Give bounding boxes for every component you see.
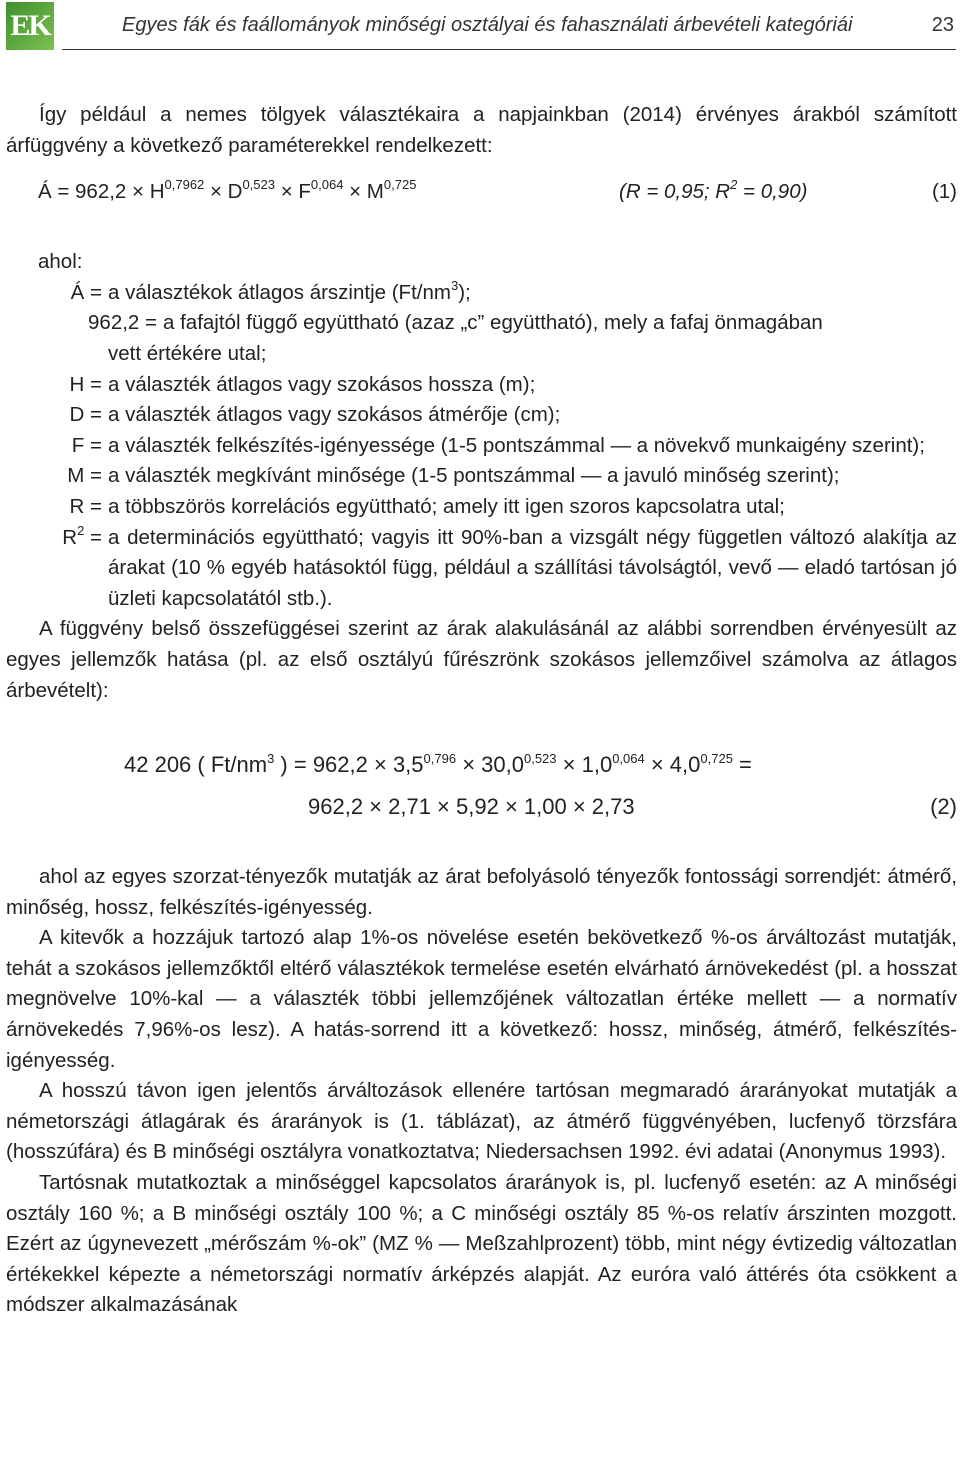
definition-item: 962,2 = a fafajtól függő együttható (azaz „c” együttható), mely a fafaj önmagában: [88, 311, 823, 335]
formula-2-line-2: 962,2 × 2,71 × 5,92 × 1,00 × 2,73: [308, 794, 635, 820]
long-term-paragraph: A hosszú távon igen jelentős árváltozások ellenére tartósan megmaradó árarányokat mutatják a németországi átlagárak és árarányok is (1. táblázat), az átmérő függvényében, lucfenyő törzsfára (hosszúfára) és B minőségi osztályra vonatkoztatva; Niedersachsen 1992. évi adatai (Anonymus 1993).: [6, 1079, 957, 1164]
definition-continuation: vett értékére utal;: [108, 341, 267, 365]
page-content: [6, 100, 957, 1321]
formula-1-number: (1): [931, 180, 957, 204]
intro-paragraph: Így például a nemes tölgyek választékaira a napjainkban (2014) érvényes árakból számított árfüggvény a következő paraméterekkel rendelkezett:: [6, 103, 957, 157]
page-number: 23: [931, 14, 954, 36]
formula-1-statistics: (R = 0,95; $R^2 = 0,90$): [619, 177, 808, 204]
definition-list: [6, 278, 957, 615]
definition-item: D = a választék átlagos vagy szokásos átmérője (cm);: [69, 403, 561, 427]
definition-item: $R^2$ = a determinációs együttható; vagyis itt 90%-ban a vizsgált négy független változó alakítja az árakat (10 % egyéb hatásoktól függ, például a szállítási távolságtól, vevő — eladó tartósan jó üzleti kapcsolatától stb.).: [62, 522, 957, 610]
quality-ratio-paragraph: Tartósnak mutatkoztak a minőséggel kapcsolatos árarányok is, pl. lucfenyő esetén: az A minőségi osztály 160 %; a B minőségi osztály 100 %; a C minőségi osztály 85 %-os relatív árszinten mozgott. Ezért az úgynevezett „mérőszám %-ok” (MZ % — Meßzahlprozent) több, mint négy évtizedig változatlan értékekkel képezte a németországi normatív árképzés alapját. Az euróra való áttérés óta csökkent a módszer alkalmazásának: [6, 1171, 957, 1317]
definition-item: H = a választék átlagos vagy szokásos hossza (m);: [69, 372, 536, 396]
where-label: ahol:: [38, 250, 83, 274]
formula-1: [6, 177, 957, 219]
publisher-logo: EK: [6, 2, 54, 50]
formula-2: [6, 750, 957, 836]
order-paragraph: ahol az egyes szorzat-tényezők mutatják az árat befolyásoló tényezők fontossági sorrendjét: átmérő, minőség, hossz, felkészítés-igényesség.: [6, 865, 957, 919]
definition-item: M = a választék megkívánt minősége (1-5 pontszámmal — a javuló minőség szerint);: [67, 464, 840, 488]
definition-item: Á = a választékok átlagos árszintje $(Ft/nm^3)$;: [70, 277, 471, 304]
header-rule: [62, 49, 956, 50]
formula-2-line-1: 42 206 ( $Ft/nm^3$ ) = $962,2 \times 3,5^{0,796} \times 30,0^{0,523} \times 1,0^{0,064} \times 4,0^{0,725}$ =: [124, 751, 752, 778]
formula-1-expression: Á = $962,2 \times H^{0,7962} \times D^{0,523} \times F^{0,064} \times M^{0,725}$: [38, 177, 417, 204]
definition-item: F = a választék felkészítés-igényessége (1-5 pontszámmal — a növekvő munkaigény szerint);: [71, 433, 925, 457]
definition-item: R = a többszörös korrelációs együttható; amely itt igen szoros kapcsolatra utal;: [69, 494, 785, 518]
formula-2-number: (2): [930, 794, 957, 820]
page-header: [0, 0, 960, 52]
function-paragraph: A függvény belső összefüggései szerint az árak alakulásánál az alábbi sorrendben érvényesült az egyes jellemzők hatása (pl. az első osztályú fűrészrönk szokásos jellemzőivel számolva az átlagos árbevételt):: [6, 617, 957, 702]
exponent-paragraph: A kitevők a hozzájuk tartozó alap 1%-os növelése esetén bekövetkező %-os árváltozást mutatják, tehát a szokásos jellemzőktől eltérő választékok termelése esetén elvárható árnövekedést (pl. a hosszat megnövelve 10%-kal — a választék többi jellemzőjének változatlan értéke mellett — a normatív árnövekedés 7,96%-os lesz). A hatás-sorrend itt a következő: hossz, minőség, átmérő, felkészítés-igényesség.: [6, 926, 957, 1072]
running-header-title: Egyes fák és faállományok minőségi osztályai és fahasználati árbevételi kategóriái: [122, 14, 853, 36]
